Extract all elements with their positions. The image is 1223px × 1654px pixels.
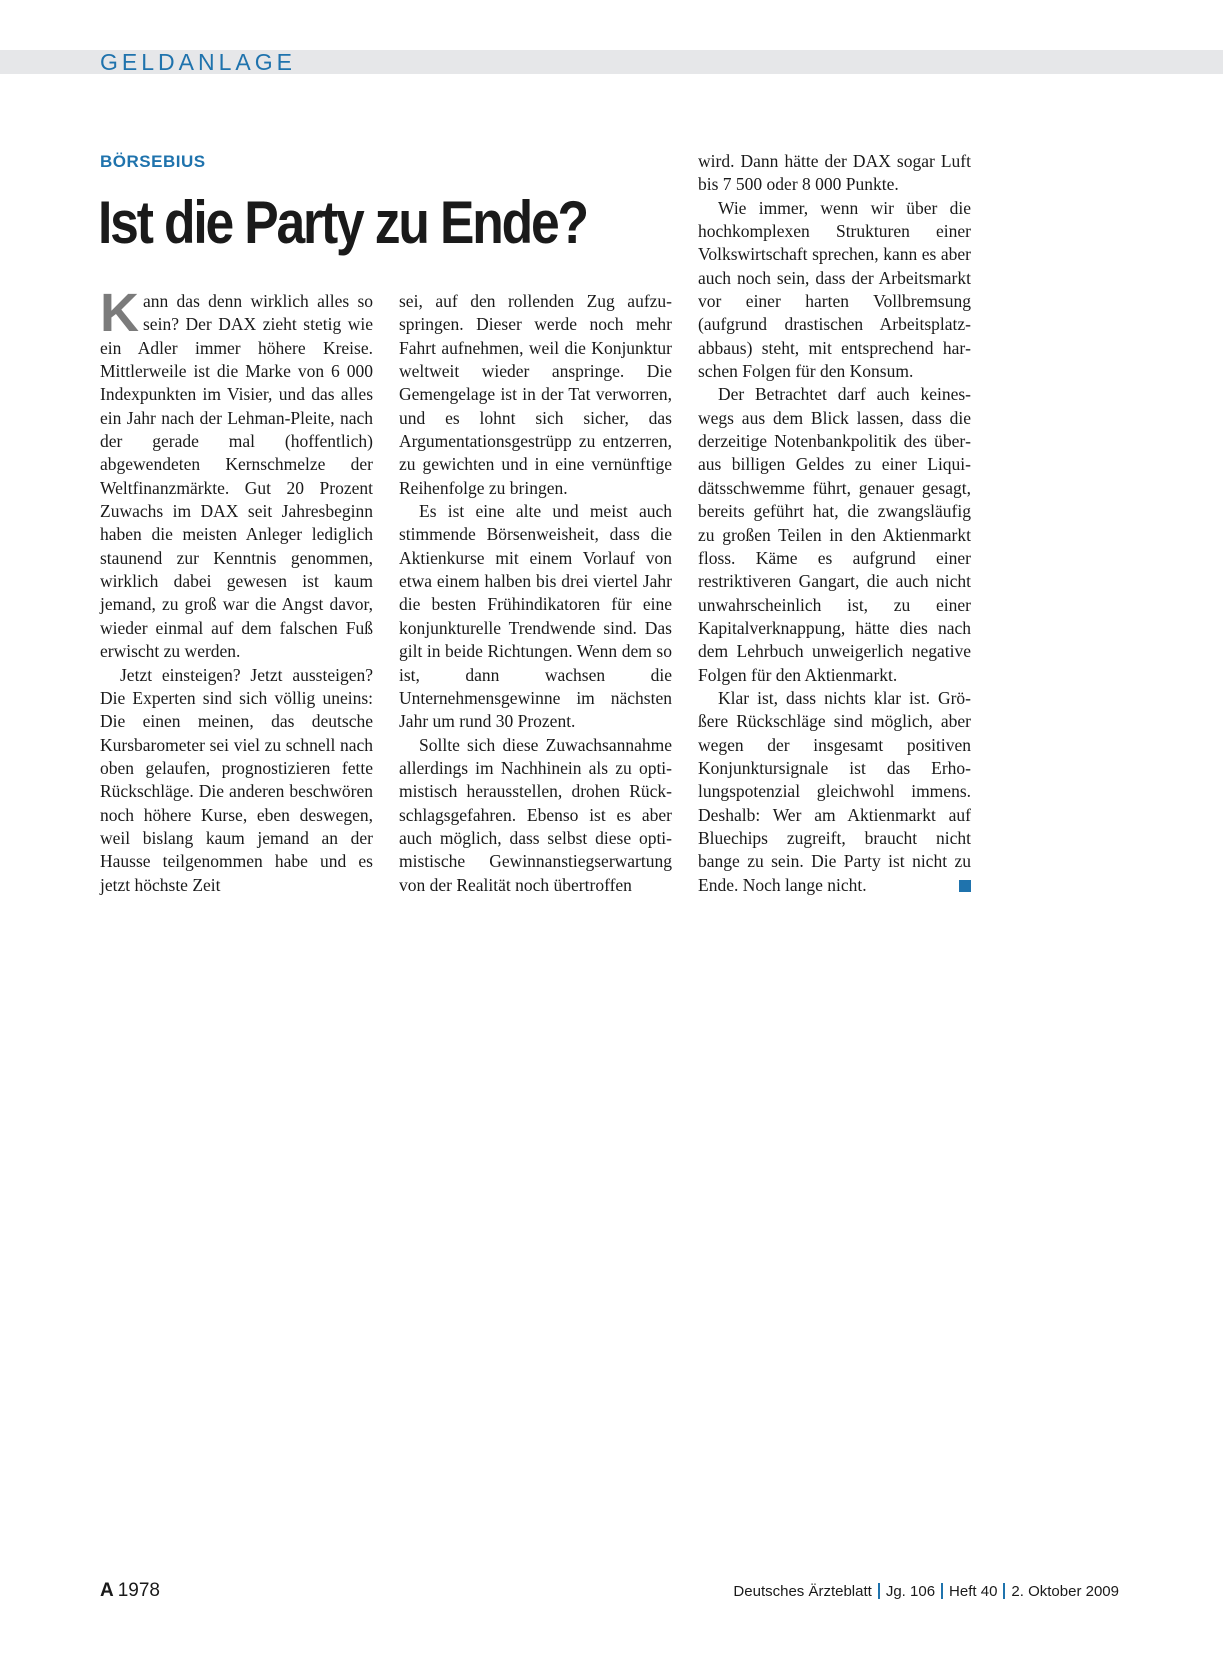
paragraph: Wie immer, wenn wir über die hochkomplexen Strukturen einer Volkswirtschaft sprechen, kann es aber auch noch sein, dass der Arbeitsmarkt vor einer harten Vollbremsung (aufgrund drastischen Arbeitsplatzabbaus) steht, mit entsprechend harschen Folgen für den Konsum. xyxy=(698,197,971,382)
paragraph: Es ist eine alte und meist auch stimmende Börsenweisheit, dass die Aktienkurse mit einem Vorlauf von etwa einem halben bis drei viertel Jahr die besten Frühindikatoren für eine konjunkturelle Trendwende sind. Das gilt in beide Richtungen. Wenn dem so ist, dann wachsen die Unternehmensgewinne im nächsten Jahr um rund 30 Prozent. xyxy=(399,501,672,732)
journal-volume: Jg. 106 xyxy=(885,1583,936,1600)
page-number-value: 1978 xyxy=(117,1580,161,1601)
page-prefix: A xyxy=(100,1580,114,1601)
paragraph: sei, auf den rollenden Zug aufzuspringen. Dieser werde noch mehr Fahrt aufnehmen, weil die Konjunktur weltweit wieder anspringe. Die Gemengelage ist in der Tat verworren, und es lohnt sich sicher, das Argumentationsgestrüpp zu entzerren, zu gewichten und in eine vernünftige Reihenfolge zu bringen. xyxy=(399,291,672,498)
separator xyxy=(1003,1583,1005,1599)
paragraph: Der Betrachtet darf auch keineswegs aus dem Blick lassen, dass die derzeitige Notenbankpolitik des überaus billigen Geldes zu einer Liquidätsschwemme führt, genauer gesagt, bereits geführt hat, die zwangsläufig zu großen Teilen in den Aktienmarkt floss. Käme es aufgrund einer restriktiveren Gangart, die auch nicht unwahrscheinlich ist, zu einer Kapitalverknappung, hätte dies nach dem Lehrbuch unweigerlich negative Folgen für den Aktienmarkt. xyxy=(698,384,971,685)
article-kicker: BÖRSEBIUS xyxy=(100,152,206,171)
paragraph xyxy=(698,687,971,897)
paragraph-text: ann das denn wirklich alles so sein? Der DAX zieht stetig wie ein Adler immer höhere Kreise. Mittlerweile ist die Marke von 6 000 Indexpunkten im Visier, und das alles ein Jahr nach der Lehman-Pleite, nach der gerade mal (hoffentlich) abgewendeten Kernschmelze der Weltfinanzmärkte. Gut 20 Prozent Zuwachs im DAX seit Jahresbeginn haben die meisten Anleger lediglich staunend zur Kenntnis genommen, wirklich dabei gewesen ist kaum jemand, zu groß war die Angst davor, wieder einmal auf dem falschen Fuß erwischt zu werden. xyxy=(100,291,373,662)
article-title: Ist die Party zu Ende? xyxy=(98,189,587,256)
journal-name: Deutsches Ärzteblatt xyxy=(733,1583,872,1600)
separator xyxy=(878,1583,880,1599)
article-column-2 xyxy=(399,290,672,897)
journal-date: 2. Oktober 2009 xyxy=(1011,1583,1119,1600)
paragraph-text: Klar ist, dass nichts klar ist. Größere Rückschläge sind möglich, aber wegen der insgesamt positiven Konjunktursignale ist das Erholungspotenzial gleichwohl immens. Deshalb: Wer am Aktienmarkt auf Bluechips zugreift, braucht nicht bange zu sein. Die Party ist nicht zu Ende. Noch lange nicht. xyxy=(698,687,971,895)
dropcap-letter: K xyxy=(100,283,139,343)
page-number xyxy=(100,1580,160,1602)
paragraph: Sollte sich diese Zuwachsannahme allerdings im Nachhinein als zu optimistisch herausstellen, drohen Rückschlagsgefahren. Ebenso ist es aber auch möglich, dass selbst diese optimistische Gewinnanstiegserwartung von der Realität noch übertroffen xyxy=(399,734,672,895)
paragraph: wird. Dann hätte der DAX sogar Luft bis 7 500 oder 8 000 Punkte. xyxy=(698,151,971,195)
paragraph xyxy=(100,283,373,664)
section-label: GELDANLAGE xyxy=(100,49,296,75)
paragraph: Jetzt einsteigen? Jetzt aussteigen? Die Experten sind sich völlig uneins: Die einen meinen, das deutsche Kursbarometer sei viel zu schnell nach oben gelaufen, prognostizieren fette Rückschläge. Die anderen beschwören noch höhere Kurse, eben deswegen, weil bislang kaum jemand an der Hausse teilgenommen habe und es jetzt höchste Zeit xyxy=(100,664,373,895)
journal-footer xyxy=(733,1583,1119,1600)
separator xyxy=(941,1583,943,1599)
journal-issue: Heft 40 xyxy=(949,1583,998,1600)
end-of-article-icon xyxy=(959,880,971,892)
article-column-3 xyxy=(698,150,971,897)
article-column-1 xyxy=(100,283,373,897)
